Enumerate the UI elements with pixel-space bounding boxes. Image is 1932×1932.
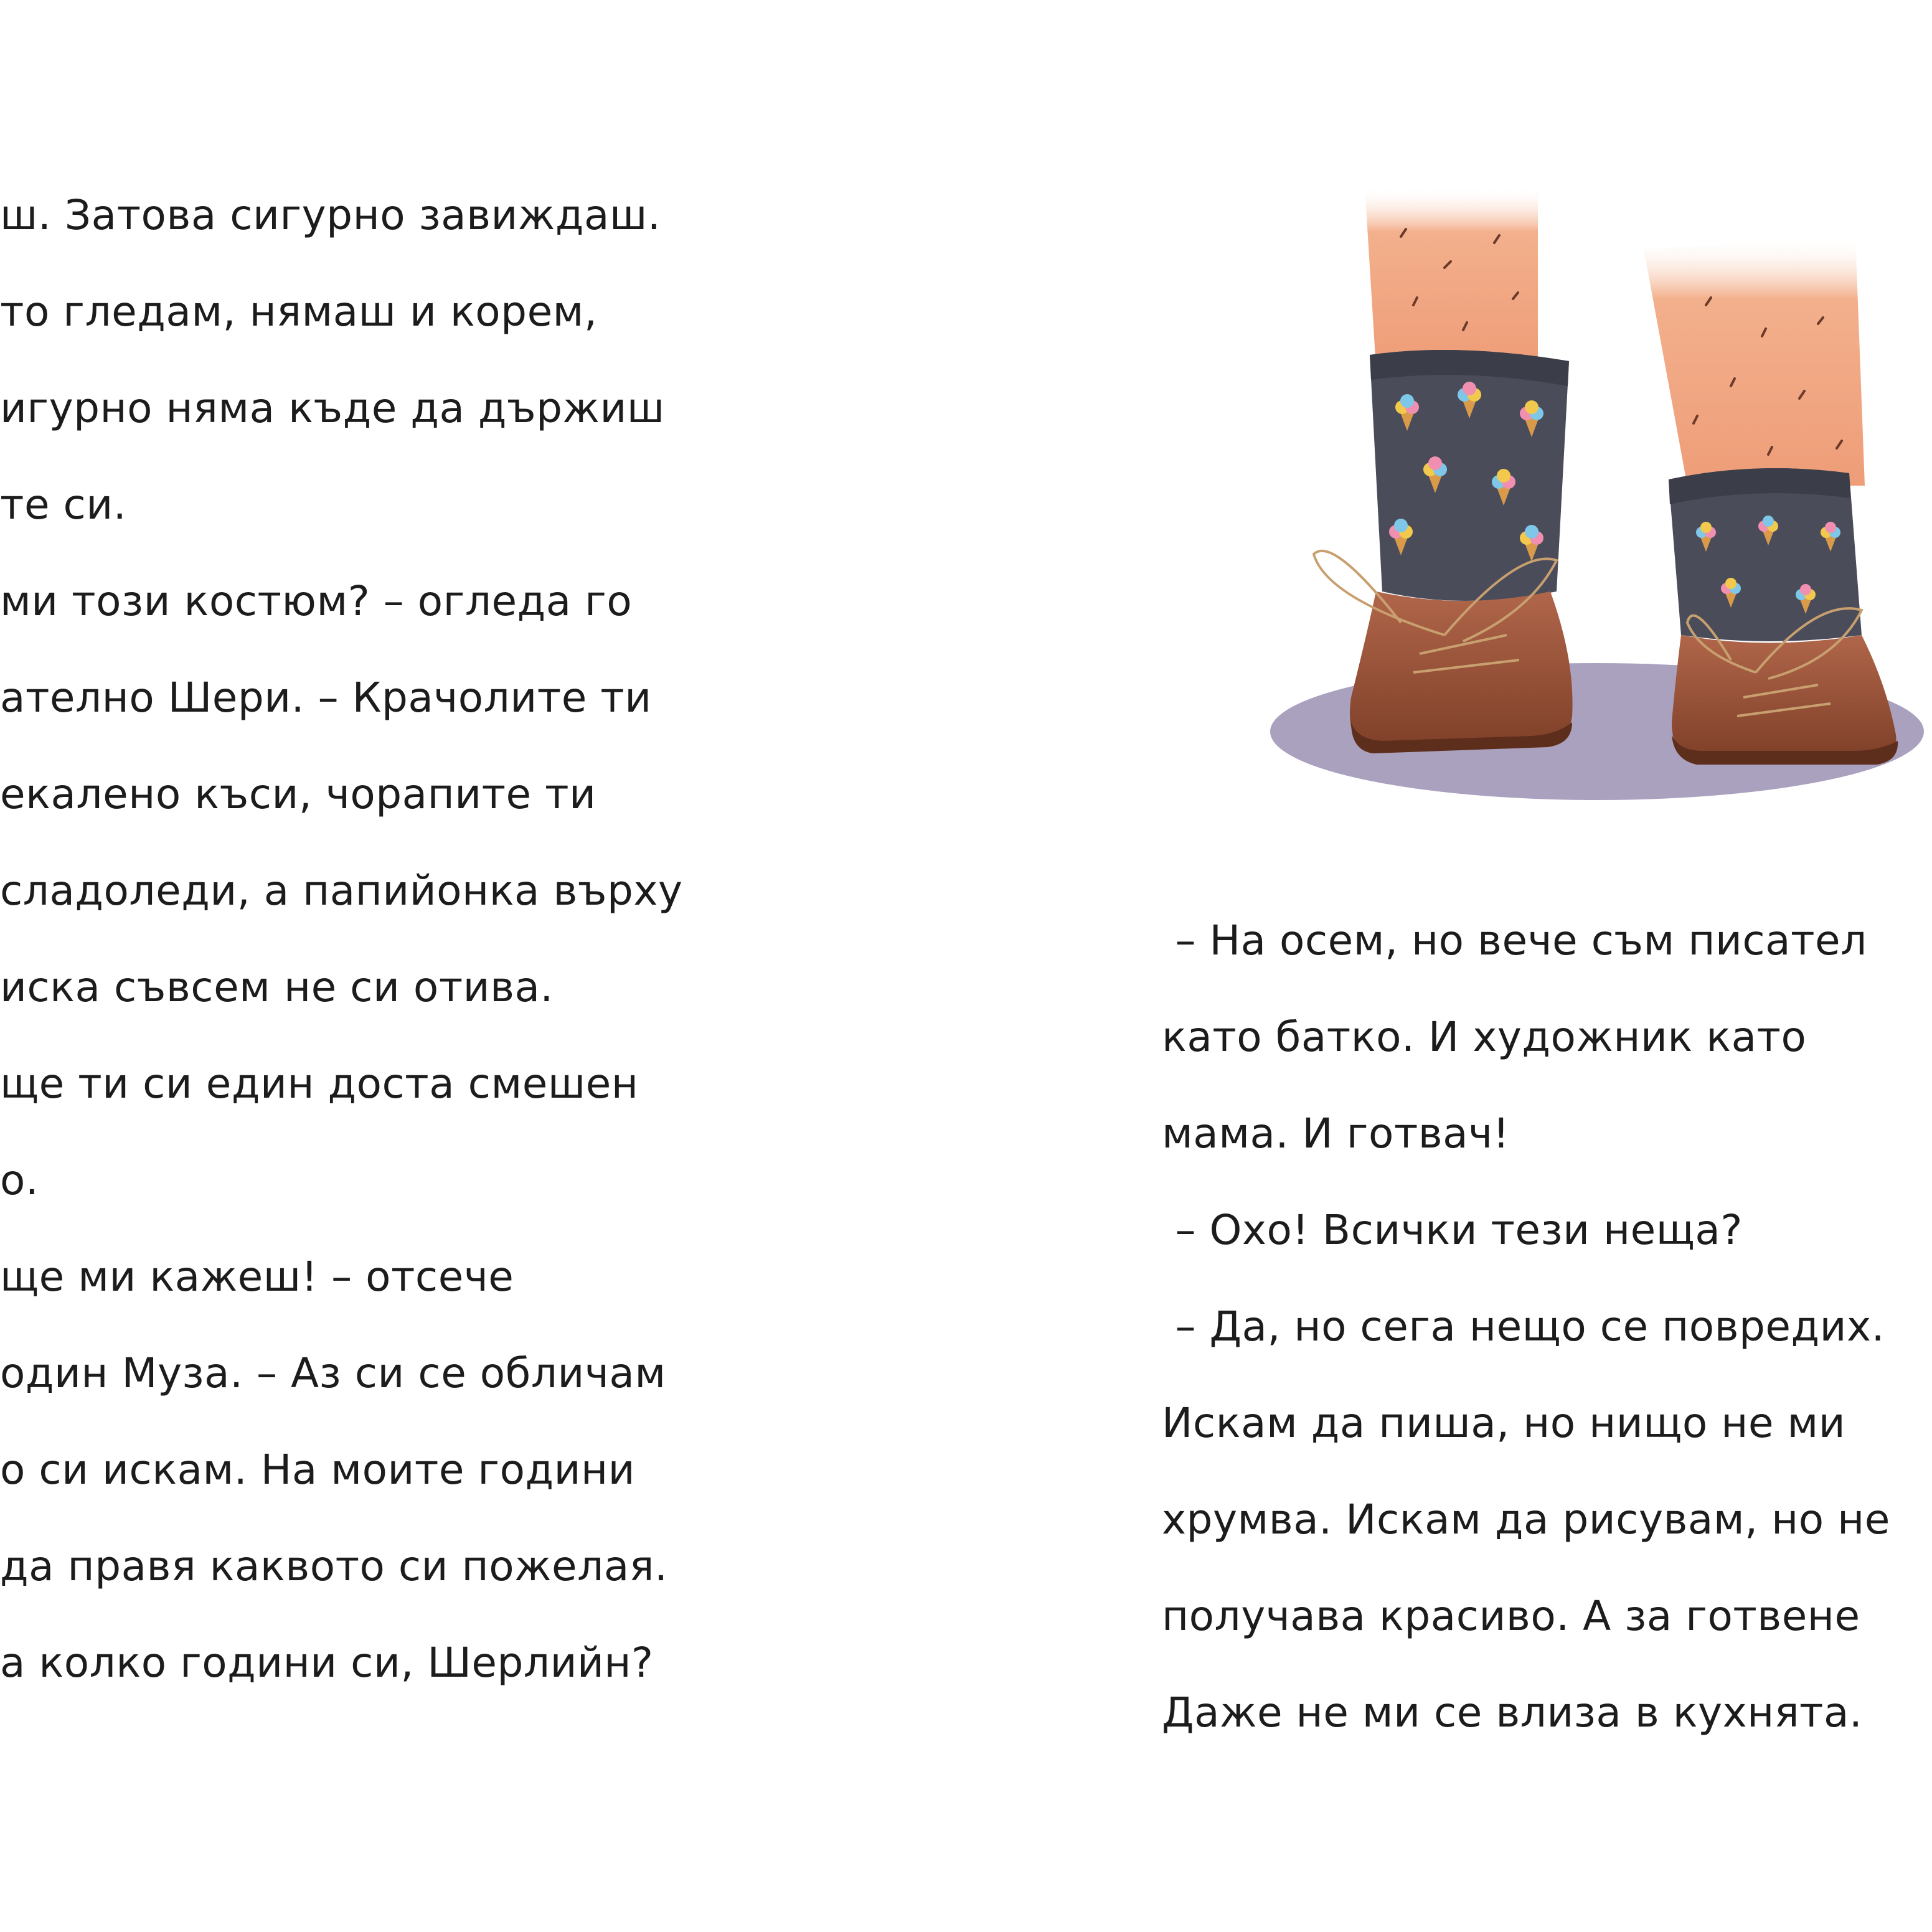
text-line: като батко. И художник като [1162,1013,1807,1061]
text-line: ще ми кажеш! – отсече [0,1253,514,1301]
text-line: один Муза. – Аз си се обличам [0,1349,666,1397]
text-line: – На осем, но вече съм писател [1162,917,1867,964]
text-line: ми този костюм? – огледа го [0,577,633,625]
text-line: да правя каквото си пожелая. [0,1542,668,1590]
text-line: о си искам. На моите години [0,1446,636,1494]
text-line: Искам да пиша, но нищо не ми [1162,1399,1846,1447]
text-line: – Охо! Всички тези неща? [1162,1206,1743,1254]
text-line: игурно няма къде да държиш [0,384,665,432]
text-line: а колко години си, Шерлийн? [0,1639,654,1687]
text-line: те си. [0,481,127,529]
text-line: ще ти си един доста смешен [0,1060,639,1108]
text-line: то гледам, нямаш и корем, [0,288,598,336]
text-line: ш. Затова сигурно завиждаш. [0,191,661,239]
left-leg [1365,187,1538,367]
text-line: получава красиво. А за готвене [1162,1592,1860,1640]
text-line: ателно Шери. – Крачолите ти [0,674,652,722]
text-line: о. [0,1156,39,1204]
right-shoe [1672,635,1897,760]
text-line: – Да, но сега нещо се повредих. [1162,1303,1885,1350]
text-line: екалено къси, чорапите ти [0,770,596,818]
right-leg [1644,237,1865,486]
text-line: Даже не ми се влиза в кухнята. [1162,1689,1863,1736]
text-line: сладоледи, а папийонка върху [0,867,683,915]
text-line: иска съвсем не си отива. [0,963,554,1011]
legs-illustration [1258,162,1932,834]
text-line: мама. И готвач! [1162,1110,1510,1157]
text-line: хрумва. Искам да рисувам, но не [1162,1496,1890,1543]
